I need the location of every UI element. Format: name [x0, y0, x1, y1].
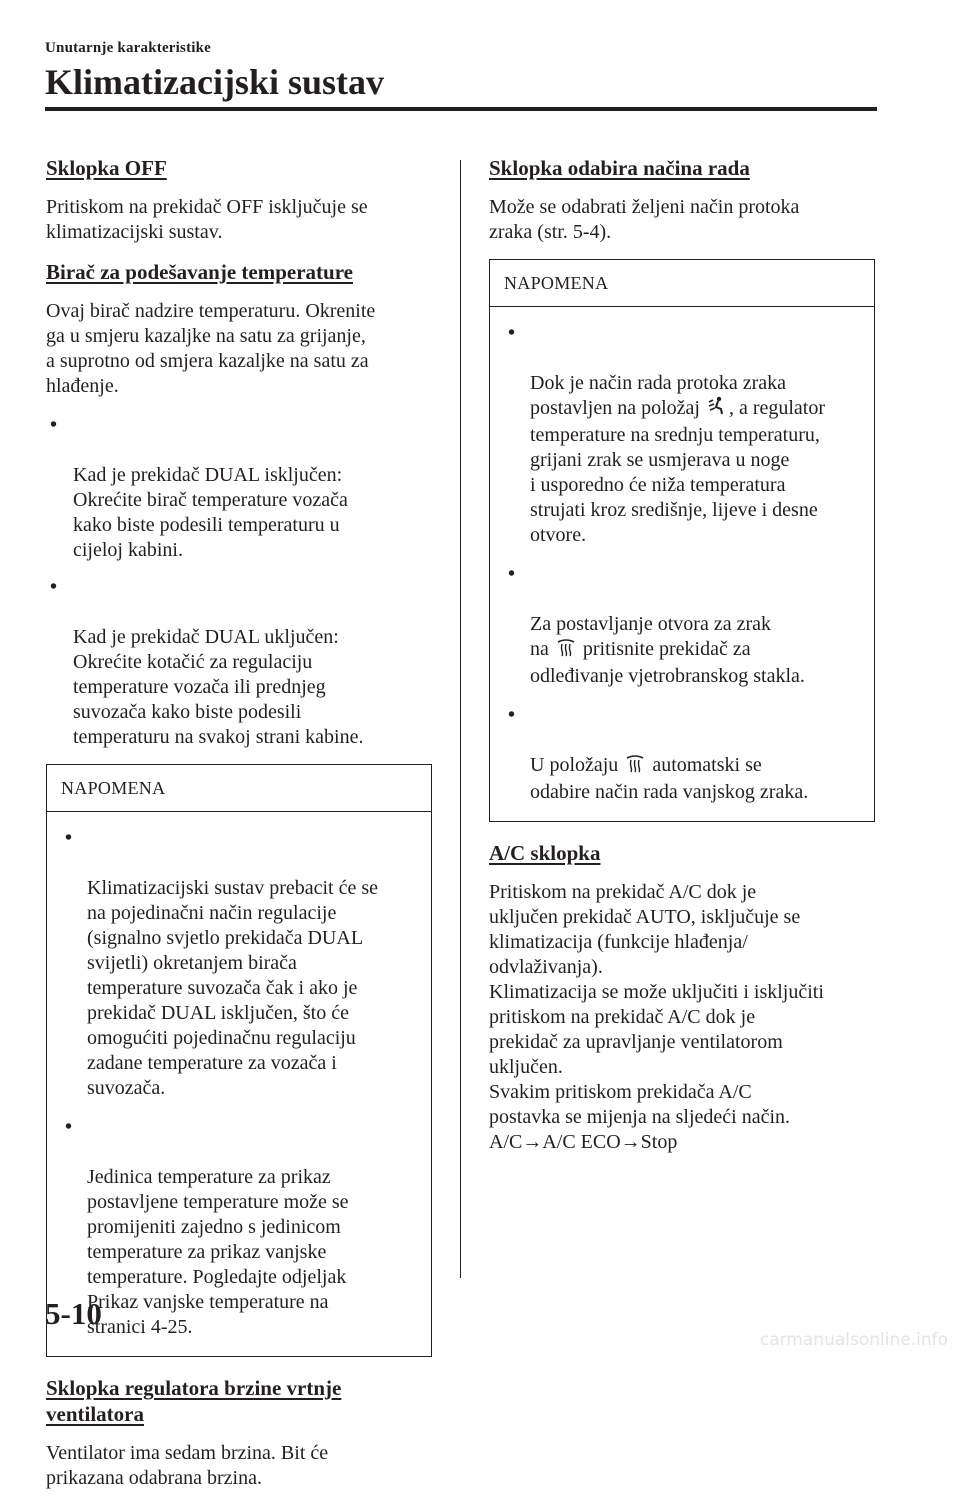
- bullet-icon: •: [508, 322, 516, 344]
- bullet-icon: •: [50, 576, 58, 598]
- bullet-icon: •: [50, 414, 58, 436]
- list-item-text-part: Za postavljanje otvora za zrak na: [530, 613, 771, 660]
- right-column: [489, 155, 875, 1169]
- fan-speed-heading-line2: ventilatora: [46, 1402, 144, 1426]
- list-item: [504, 321, 860, 548]
- ac-switch-heading: A/C sklopka: [489, 841, 601, 865]
- temperature-selector-heading: Birač za podešavanje temperature: [46, 260, 353, 284]
- windshield-defrost-icon: [556, 639, 576, 664]
- temperature-selector-text: Ovaj birač nadzire temperaturu. Okrenite ga u smjeru kazaljke na satu za grijanje, a suprotno od smjera kazaljke na satu za hlađenje.: [46, 300, 376, 397]
- list-item: [46, 575, 432, 750]
- list-item-text-part: , a regulator temperature na srednju temperaturu, grijani zrak se usmjerava u noge i usporedno će niža temperatura strujati kroz središnje, lijeve i desne otvore.: [530, 397, 826, 546]
- list-item-text-part: Dok je način rada protoka zraka postavljen na položaj: [530, 372, 786, 419]
- foot-defrost-mode-icon: [707, 396, 727, 423]
- note-box: [46, 764, 432, 1357]
- list-item: [46, 413, 432, 563]
- bullet-icon: •: [65, 1116, 73, 1138]
- note-body: [490, 307, 874, 821]
- list-item: [504, 703, 860, 805]
- list-item-text: Kad je prekidač DUAL isključen: Okrećite birač temperature vozača kako biste podesili temperaturu u cijeloj kabini.: [73, 464, 348, 561]
- column-divider: [460, 160, 461, 1278]
- section-label: Unutarnje karakteristike: [45, 40, 212, 56]
- list-item: [504, 562, 860, 689]
- bullet-icon: •: [508, 704, 516, 726]
- off-switch-heading: Sklopka OFF: [46, 156, 167, 180]
- bullet-icon: •: [508, 563, 516, 585]
- off-switch-text: Pritiskom na prekidač OFF isključuje se klimatizacijski sustav.: [46, 196, 368, 243]
- mode-selector-heading: Sklopka odabira načina rada: [489, 156, 750, 180]
- temperature-bullet-list: [46, 413, 432, 750]
- fan-speed-heading-line1: Sklopka regulatora brzine vrtnje: [46, 1376, 342, 1400]
- watermark: carmanualsonline.info: [759, 1330, 948, 1350]
- chapter-title: Klimatizacijski sustav: [45, 62, 384, 102]
- list-item-text: Jedinica temperature za prikaz postavljene temperature može se promijeniti zajedno s jedinicom temperature za prikaz vanjske temperature. Pogledajte odjeljak Prikaz vanjske temperature na stranici 4-25.: [87, 1166, 349, 1338]
- list-item: [61, 1115, 417, 1340]
- page-number: 5-10: [45, 1296, 102, 1331]
- windshield-defrost-icon: [625, 755, 645, 780]
- list-item-text-part: automatski se odabire način rada vanjskog zraka.: [530, 754, 809, 803]
- list-item-text: Kad je prekidač DUAL uključen: Okrećite kotačić za regulaciju temperature vozača ili prednjeg suvozača kako biste podesili temperaturu na svakoj strani kabine.: [73, 626, 364, 748]
- fan-speed-text: Ventilator ima sedam brzina. Bit će prikazana odabrana brzina.: [46, 1442, 329, 1489]
- mode-selector-text: Može se odabrati željeni način protoka zraka (str. 5-4).: [489, 196, 800, 243]
- list-item-text-part: pritisnite prekidač za odleđivanje vjetrobranskog stakla.: [530, 638, 805, 687]
- list-item-text: Klimatizacijski sustav prebacit će se na pojedinačni način regulacije (signalno svjetlo prekidača DUAL svijetli) okretanjem birača temperature suvozača čak i ako je prekidač DUAL isključen, što će omogućiti pojedinačnu regulaciju zadane temperature za vozača i suvozača.: [87, 877, 379, 1099]
- note-box: [489, 259, 875, 822]
- note-title: NAPOMENA: [47, 765, 431, 812]
- note-title: NAPOMENA: [490, 260, 874, 307]
- ac-switch-text: Pritiskom na prekidač A/C dok je uključen prekidač AUTO, isključuje se klimatizacija (funkcije hlađenja/ odvlaživanja). Klimatizacija se može uključiti i isključiti pritiskom na prekidač A/C dok je prekidač za upravljanje ventilatorom uključen. Svakim pritiskom prekidača A/C postavka se mijenja na sljedeći način. A/C→A/C ECO→Stop: [489, 881, 824, 1153]
- note-body: [47, 812, 431, 1356]
- left-column: [46, 155, 432, 1505]
- bullet-icon: •: [65, 827, 73, 849]
- title-rule: [45, 107, 877, 111]
- fan-speed-heading: [46, 1375, 432, 1427]
- list-item: [61, 826, 417, 1101]
- list-item-text-part: U položaju: [530, 754, 624, 776]
